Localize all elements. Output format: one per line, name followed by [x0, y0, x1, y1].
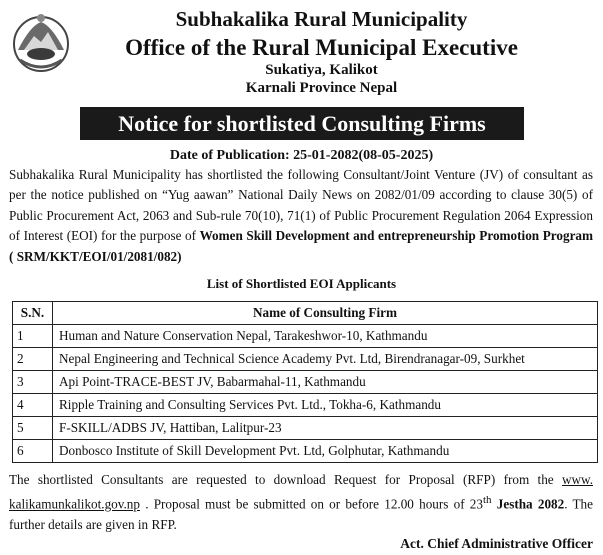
notice-header [0, 0, 603, 100]
office-name: Office of the Rural Municipal Executive [125, 35, 518, 60]
table-row [13, 325, 598, 348]
ordinal-suffix: th [482, 494, 492, 507]
closing-end-text: . The further details are given in RFP. [9, 496, 593, 533]
row-sn: 5 [13, 417, 53, 440]
intro-text: Subhakalika Rural Municipality has shortlisted the following Consultant/Joint Venture (JV) of consultant as per the notice published on “Yug aawan” National Daily News on 2082/01/09 according to clause 30(5) of Public Procurement Act, 2063 and Sub-rule 70(10), 71(1) of Public Procurement Regulation 2064 Expression of Interest (EOI) for the purpose of [9, 167, 593, 244]
municipality-name: Subhakalika Rural Municipality [175, 7, 468, 31]
signatory-title: Act. Chief Administrative Officer [400, 536, 593, 551]
office-province: Karnali Province Nepal [245, 80, 398, 96]
shortlisted-firms-table [12, 301, 598, 463]
column-header-firm: Name of Consulting Firm [53, 302, 598, 325]
column-header-sn: S.N. [13, 302, 53, 325]
row-firm-name: Ripple Training and Consulting Services Pvt. Ltd., Tokha-6, Kathmandu [53, 394, 598, 417]
row-sn: 1 [13, 325, 53, 348]
table-row [13, 371, 598, 394]
closing-text: The shortlisted Consultants are requested to download Request for Proposal (RFP) from the [9, 472, 562, 487]
table-row [13, 440, 598, 463]
website-link[interactable]: www. kalikamunkalikot.gov.np [9, 472, 593, 512]
table-row [13, 394, 598, 417]
closing-paragraph [9, 470, 593, 536]
row-sn: 4 [13, 394, 53, 417]
row-firm-name: Donbosco Institute of Skill Development Pvt. Ltd, Golphutar, Kathmandu [53, 440, 598, 463]
table-header-row [13, 302, 598, 325]
row-firm-name: Api Point-TRACE-BEST JV, Babarmahal-11, Kathmandu [53, 371, 598, 394]
notice-title: Notice for shortlisted Consulting Firms [80, 107, 524, 140]
row-firm-name: F-SKILL/ADBS JV, Hattiban, Lalitpur-23 [53, 417, 598, 440]
row-firm-name: Human and Nature Conservation Nepal, Tarakeshwor-10, Kathmandu [53, 325, 598, 348]
closing-deadline-text: . Proposal must be submitted on or before 12.00 hours of 23 [140, 496, 483, 512]
table-row [13, 417, 598, 440]
intro-paragraph [9, 165, 593, 267]
table-row [13, 348, 598, 371]
row-sn: 3 [13, 371, 53, 394]
office-location: Sukatiya, Kalikot [265, 62, 378, 78]
program-name: Women Skill Development and entrepreneurship Promotion Program ( SRM/KKT/EOI/01/2081/082) [9, 228, 593, 264]
deadline-date: Jestha 2082 [491, 496, 565, 512]
row-firm-name: Nepal Engineering and Technical Science Academy Pvt. Ltd, Birendranagar-09, Surkhet [53, 348, 598, 371]
row-sn: 2 [13, 348, 53, 371]
publication-date: Date of Publication: 25-01-2082(08-05-2025) [169, 148, 434, 163]
row-sn: 6 [13, 440, 53, 463]
list-title: List of Shortlisted EOI Applicants [206, 276, 397, 291]
